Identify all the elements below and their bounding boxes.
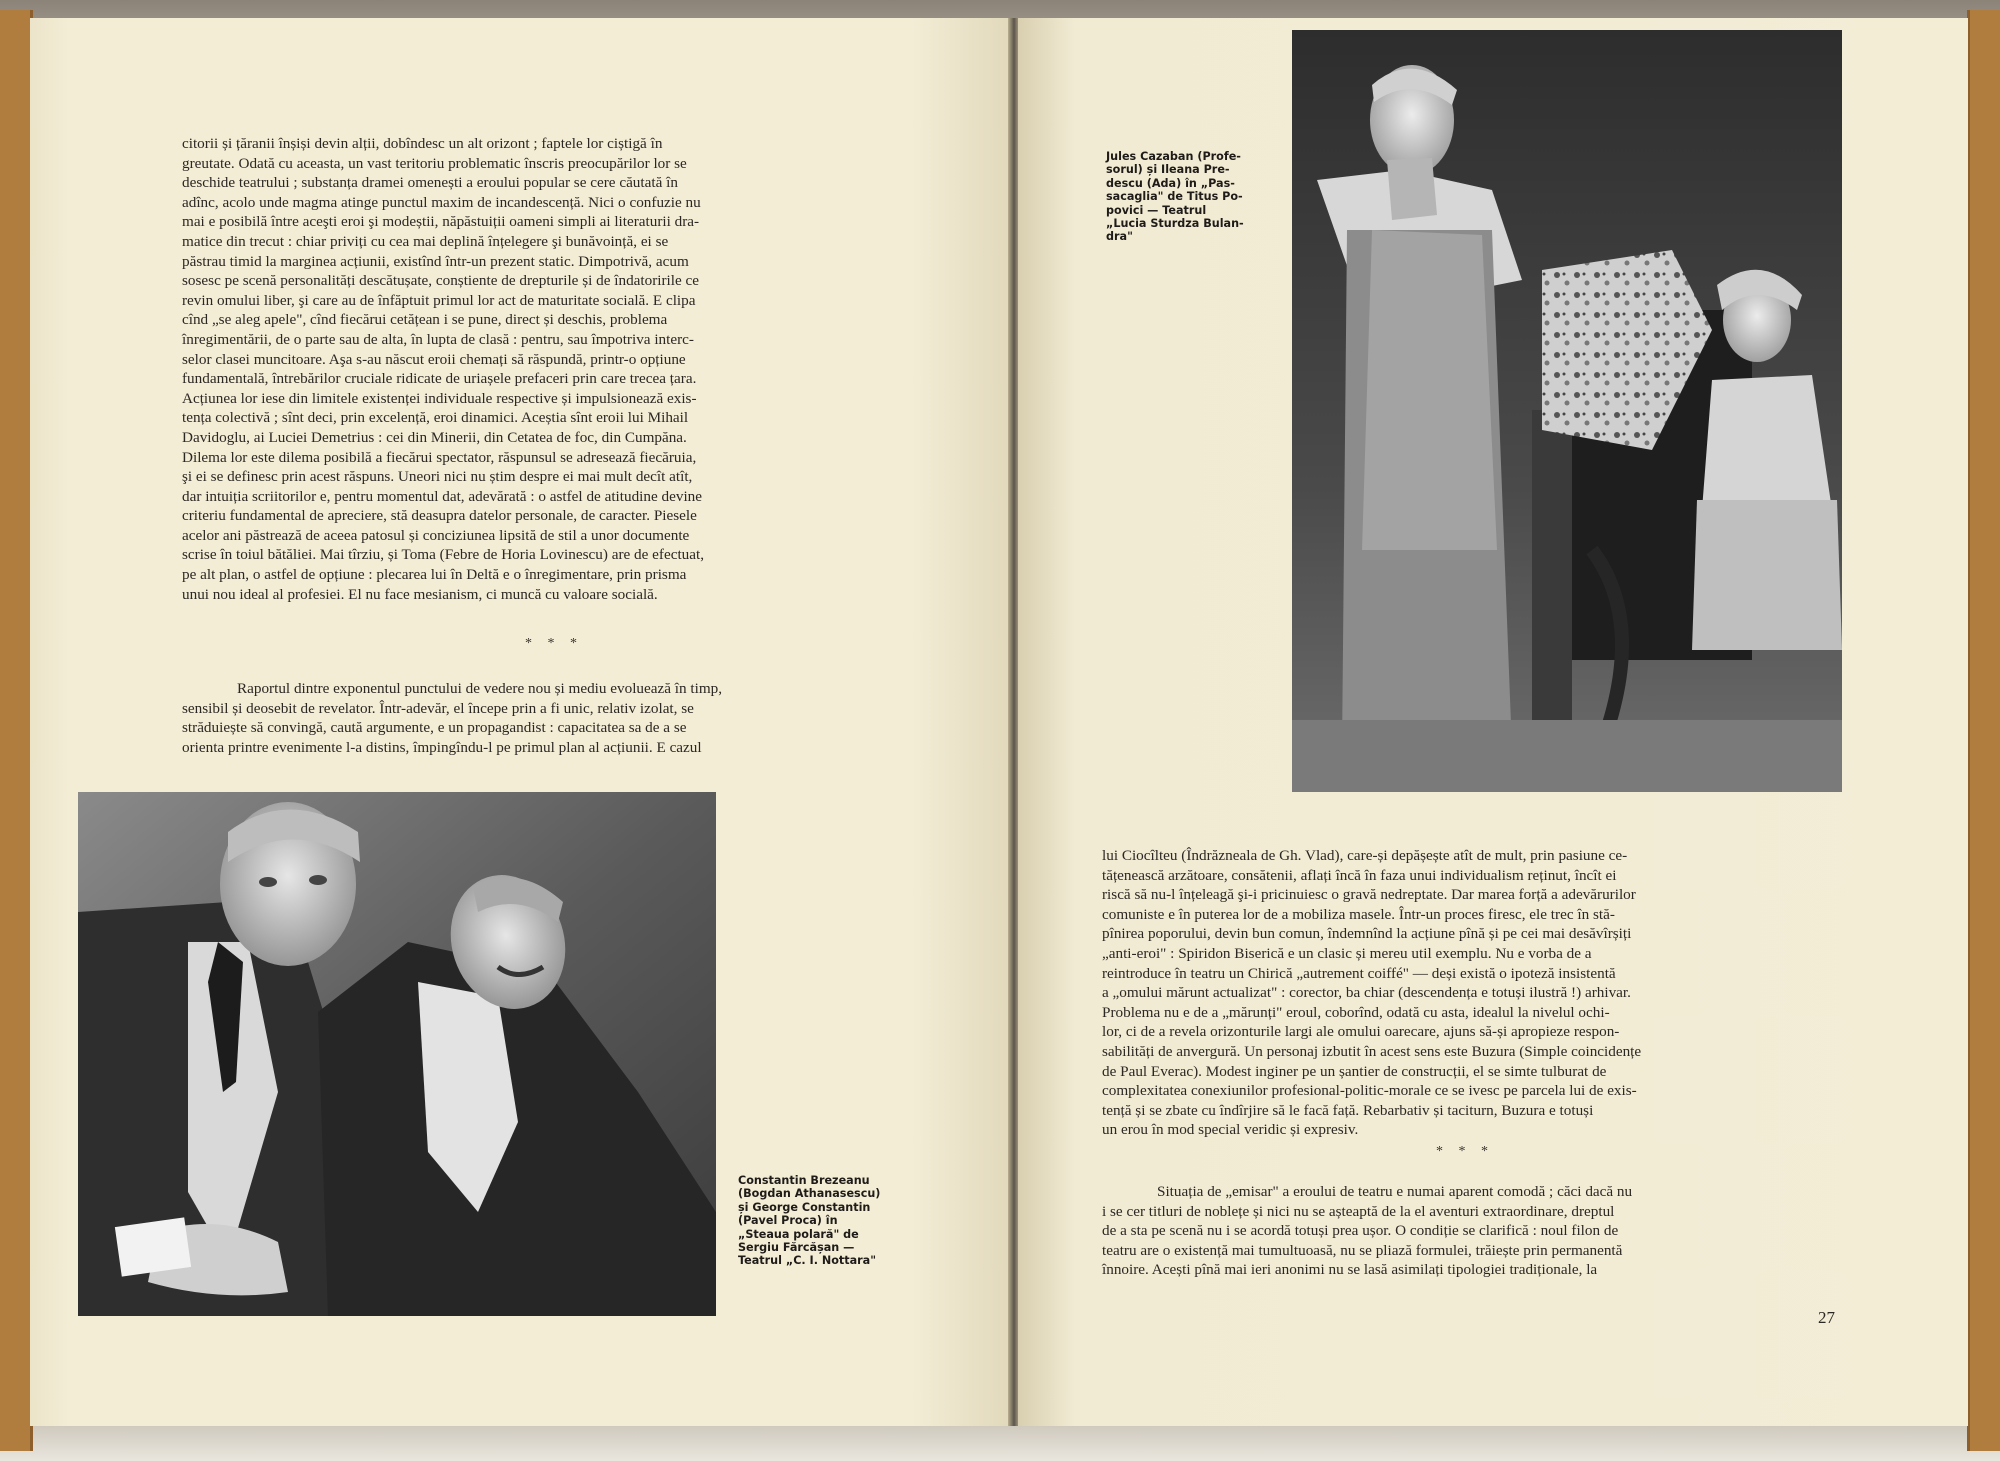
text-line: comuniste e în puterea lor de a mobiliza masele. Într-un proces firesc, ele trec în stă- bbox=[1102, 905, 1615, 923]
text-line: greutate. Odată cu aceasta, un vast teritoriu problematic înscris preocupărilor lor se bbox=[182, 154, 687, 172]
text-line: mai e posibilă între aceşti eroi şi modeștii, năpăstuiții oameni simpli ai literaturii dra- bbox=[182, 213, 700, 231]
photo-image bbox=[1292, 30, 1842, 792]
caption-line: sacaglia" de Titus Po- bbox=[1106, 190, 1243, 204]
text-line: tățenească arzătoare, consătenii, aflați încă în faza unui individualism reținut, încît ei bbox=[1102, 866, 1617, 884]
photo-image bbox=[78, 792, 716, 1316]
text-line: Dilema lor este dilema posibilă a fiecărui spectator, răspunsul se adresează fiecăruia, bbox=[182, 448, 697, 466]
caption-line: Sergiu Fărcășan — bbox=[738, 1241, 855, 1255]
text-line: deschide teatrului ; substanța dramei omenești a eroului popular se cere căutată în bbox=[182, 174, 678, 192]
text-line: sosesc pe scenă personalități descătușate, conștiente de drepturile și de îndatoririle ce bbox=[182, 272, 700, 290]
right-page bbox=[1018, 18, 1968, 1426]
text-line: străduiește să convingă, caută argumente, e un propagandist : capacitatea sa de a se bbox=[182, 719, 687, 737]
page-number: 27 bbox=[1818, 1308, 1835, 1327]
caption-line: și George Constantin bbox=[738, 1200, 871, 1214]
right-body-text-2 bbox=[1102, 1182, 1860, 1280]
text-line: Situația de „emisar" a eroului de teatru e numai aparent comodă ; căci dacă nu bbox=[1157, 1183, 1633, 1200]
text-line: revin omului liber, şi care au de înfăptuit primul lor act de maturitate socială. E clipa bbox=[182, 291, 696, 309]
text-line: sabilități de anvergură. Un personaj izbutit în acest sens este Buzura (Simple coincidențe bbox=[1102, 1042, 1642, 1060]
right-body-text bbox=[1102, 846, 1860, 1140]
text-line: citorii și țăranii înșiși devin alții, dobîndesc un alt orizont ; faptele lor ciștigă în bbox=[182, 135, 663, 152]
text-line: cînd „se aleg apele", cînd fiecărui cetățean i se pune, direct și deschis, problema bbox=[182, 311, 668, 329]
text-line: complexitatea conexiunilor profesional-politic-morale ce se ivesc pe parcela lui de exis- bbox=[1102, 1082, 1637, 1100]
text-line: unui nou ideal al profesiei. El nu face mesianism, ci muncă cu valoare socială. bbox=[182, 585, 658, 603]
section-separator: * * * bbox=[1436, 1144, 1494, 1159]
text-line: „anti-eroi" : Spiridon Biserică e un clasic și mereu util exemplu. Nu e vorba de a bbox=[1102, 944, 1592, 962]
text-line: matice din trecut : chiar priviți cu cea mai deplină înțelegere şi bunăvoință, ei se bbox=[182, 232, 669, 250]
text-line: şi ei se definesc prin acest răspuns. Uneori nici nu știm despre ei mai mult decît atît, bbox=[182, 468, 693, 486]
book-cover-edge-left bbox=[0, 10, 33, 1451]
text-line: lor, ci de a revela orizonturile largi ale omului oarecare, ajuns să-și apropieze respon- bbox=[1102, 1023, 1620, 1041]
text-line: riscă să nu-l înțeleagă şi-i pricinuiesc o gravă nedreptate. Dar marea forță a adevărurilor bbox=[1102, 886, 1636, 904]
caption-line: dra" bbox=[1106, 230, 1133, 244]
text-line: teatru are o existență mai tumultuoasă, nu se pliază formulei, trăiește prin permanentă bbox=[1102, 1241, 1623, 1259]
text-line: adînc, acolo unde magma atinge punctul maxim de incandescență. Nici o confuzie nu bbox=[182, 193, 701, 211]
text-line: reintroduce în teatru un Chirică „autrement coiffé" — deși există o ipoteză insistentă bbox=[1102, 964, 1616, 982]
photo-steaua-polara bbox=[78, 792, 716, 1316]
caption-line: (Pavel Proca) în bbox=[738, 1214, 838, 1228]
text-line: i se cer titluri de noblețe și nici nu se așteaptă de la el aventuri extraordinare, dreptul bbox=[1102, 1202, 1615, 1220]
caption-line: povici — Teatrul bbox=[1106, 203, 1207, 217]
text-line: de a sta pe scenă nu i se acordă totuși prea ușor. O condiție se clarifică : noul filon de bbox=[1102, 1222, 1619, 1240]
book-cover-edge-right bbox=[1967, 10, 2000, 1451]
caption-line: „Steaua polară" de bbox=[738, 1227, 859, 1241]
text-line: scrise în toiul bătăliei. Mai tîrziu, și Toma (Febre de Horia Lovinescu) are de efectuat, bbox=[182, 546, 705, 564]
text-line: înregimentării, de o parte sau de alta, în lupta de clasă : pentru, sau împotriva interc- bbox=[182, 330, 694, 348]
photo-caption-left bbox=[738, 1174, 894, 1268]
caption-line: sorul) și Ileana Pre- bbox=[1106, 163, 1230, 177]
text-line: lui Ciocîlteu (Îndrăzneala de Gh. Vlad), care-și depășește atît de mult, prin pasiune ce- bbox=[1102, 847, 1628, 864]
left-body-text-2 bbox=[182, 679, 952, 757]
text-line: un erou în mod special veridic și expresiv. bbox=[1102, 1121, 1359, 1139]
section-separator: * * * bbox=[525, 636, 583, 651]
caption-line: descu (Ada) în „Pas- bbox=[1106, 176, 1235, 190]
scan-background-bottom bbox=[0, 1425, 2000, 1461]
caption-line: (Bogdan Athanasescu) bbox=[738, 1187, 881, 1201]
caption-line: Teatrul „C. I. Nottara" bbox=[738, 1254, 877, 1268]
caption-line: „Lucia Sturdza Bulan- bbox=[1106, 217, 1244, 231]
caption-line: Constantin Brezeanu bbox=[738, 1174, 870, 1187]
text-line: tența colectivă ; sînt deci, prin excelență, eroi dinamici. Aceștia sînt eroii lui Mihail bbox=[182, 409, 689, 427]
text-line: Davidoglu, ai Luciei Demetrius : cei din Minerii, din Cetatea de foc, din Cumpăna. bbox=[182, 428, 687, 446]
text-line: Acțiunea lor iese din limitele existenței individuale respective și impulsionează exis- bbox=[182, 389, 697, 407]
text-line: a „omului mărunt actualizat" : corector, ba chiar (descendența e totuși ilustră !) arhivar. bbox=[1102, 984, 1631, 1002]
photo-caption-right bbox=[1106, 150, 1258, 244]
photo-passacaglia bbox=[1292, 30, 1842, 792]
text-line: de Paul Everac). Modest inginer pe un șantier de construcții, el se simte tulburat de bbox=[1102, 1062, 1607, 1080]
text-line: păstrau timid la marginea acțiunii, existînd într-un prezent static. Dimpotrivă, acum bbox=[182, 252, 689, 270]
text-line: Raportul dintre exponentul punctului de vedere nou și mediu evoluează în timp, bbox=[237, 680, 723, 697]
text-line: dar intuiția scriitorilor e, pentru momentul dat, adevărată : o astfel de atitudine devine bbox=[182, 487, 702, 505]
text-line: înnoire. Acești pînă mai ieri anonimi nu se lasă asimilați tipologiei tradiționale, la bbox=[1102, 1261, 1598, 1279]
text-line: tență și se zbate cu îndîrjire să le facă față. Rebarbativ și taciturn, Buzura e totuși bbox=[1102, 1101, 1594, 1119]
text-line: pe alt plan, o astfel de opțiune : plecarea lui în Deltă e o înregimentare, prin prisma bbox=[182, 566, 687, 584]
text-line: orienta printre evenimente l-a distins, împingîndu-l pe primul plan al acțiunii. E cazul bbox=[182, 738, 702, 756]
left-body-text bbox=[182, 134, 952, 604]
text-line: selor clasei muncitoare. Aşa s-au născut eroii chemați să răspundă, printr-o opțiune bbox=[182, 350, 686, 368]
text-line: pînirea poporului, devin bun comun, îndemnînd la acțiune pînă și pe cei mai desăvîrșiți bbox=[1102, 925, 1632, 943]
left-page bbox=[30, 18, 1010, 1426]
caption-line: Jules Cazaban (Profe- bbox=[1106, 150, 1241, 163]
text-line: sensibil și deosebit de revelator. Într-adevăr, el începe prin a fi unic, relativ izolat, se bbox=[182, 699, 694, 717]
text-line: acelor ani păstrează de aceea patosul și conciziunea lipsită de stil a unor documente bbox=[182, 526, 690, 544]
text-line: Problema nu e de a „mărunți" eroul, coborînd, odată cu asta, idealul la nivelul ochi- bbox=[1102, 1003, 1610, 1021]
text-line: criteriu fundamental de apreciere, stă deasupra datelor personale, de caracter. Piesele bbox=[182, 507, 697, 525]
text-line: fundamentală, întrebărilor cruciale ridicate de uriașele prefaceri prin care trecea țara. bbox=[182, 370, 697, 388]
